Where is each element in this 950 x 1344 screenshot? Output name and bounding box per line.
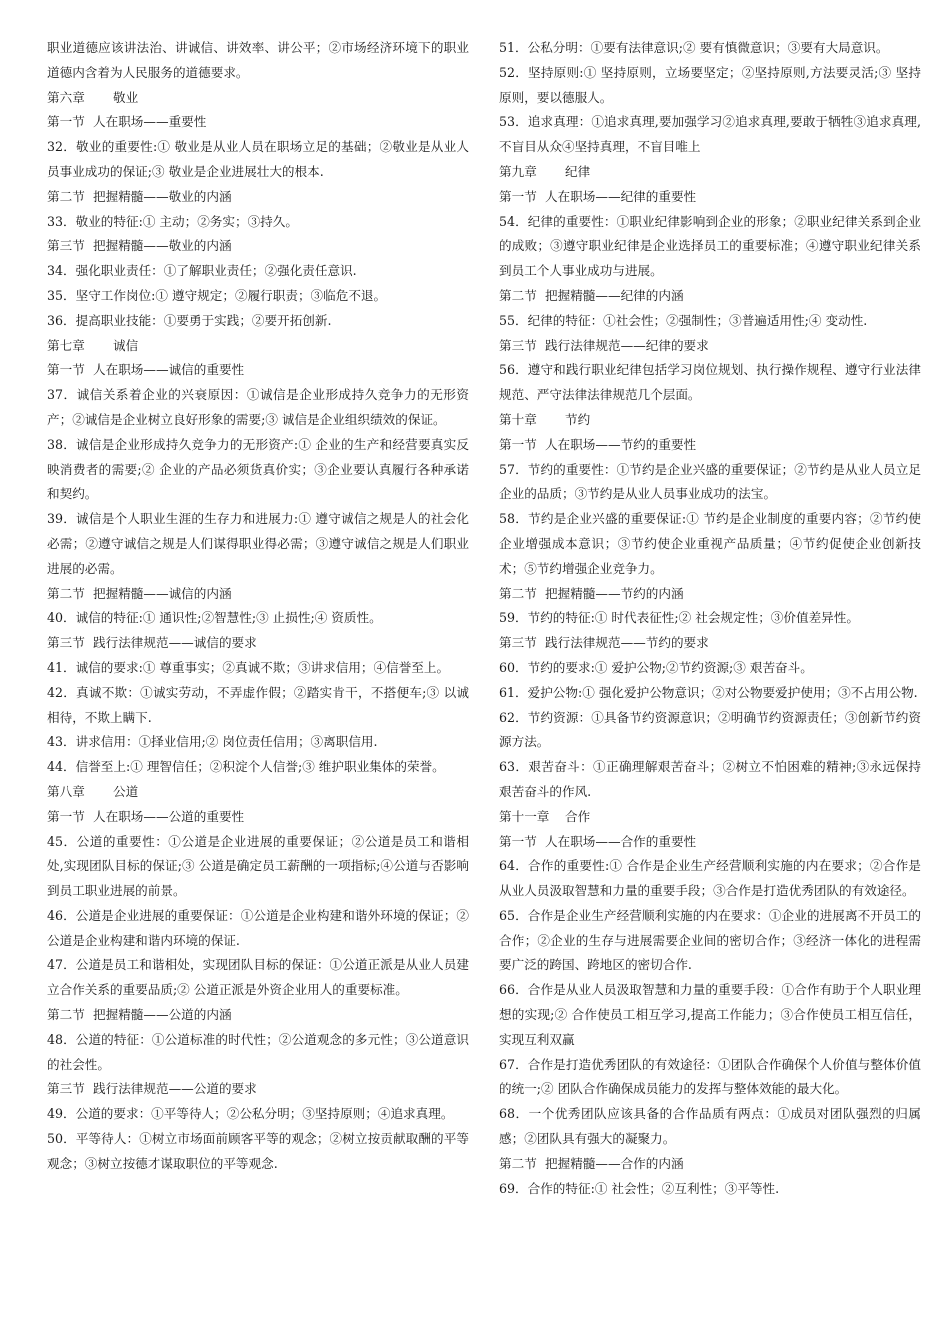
section-number: 第二节 [47,1007,85,1023]
section-number: 第二节 [47,585,85,601]
chapter-title: 纪律 [565,163,591,179]
section-heading [499,433,921,458]
list-item: 66．合作是从业人员汲取智慧和力量的重要手段：①合作有助于个人职业理想的实现;② 合作使员工相互学习,提高工作能力；③合作使员工相互信任，实现互利双赢 [499,982,921,1047]
section-title: 践行法律规范——公道的要求 [93,1081,257,1097]
list-item: 54．纪律的重要性：①职业纪律影响到企业的形象；②职业纪律关系到企业的成败；③遵守职业纪律是企业选择员工的重要标准；④遵守职业纪律关系到员工个人事业成功与进展。 [499,213,921,279]
list-item: 33．敬业的特征:① 主动；②务实；③持久。 [47,213,298,229]
section-heading [47,358,469,383]
chapter-heading [499,408,921,433]
list-item: 45．公道的重要性：①公道是企业进展的重要保证；②公道是员工和谐相处,实现团队目标的保证;③ 公道是确定员工薪酬的一项指标;④公道与否影响到员工职业进展的前景。 [47,833,469,899]
list-item: 64．合作的重要性:① 合作是企业生产经营顺利实施的内在要求；②合作是从业人员汲取智慧和力量的重要手段；③合作是打造优秀团队的有效途径。 [499,858,921,899]
right-column [499,36,921,1201]
section-number: 第二节 [499,585,537,601]
list-item: 67．合作是打造优秀团队的有效途径：①团队合作确保个人价值与整体价值的统一;② 团队合作确保成员能力的发挥与整体效能的最大化。 [499,1056,921,1097]
section-title: 人在职场——纪律的重要性 [545,188,697,204]
section-title: 把握精髓——敬业的内涵 [93,238,232,254]
section-heading [499,582,921,607]
list-item: 46．公道是企业进展的重要保证：①公道是企业构建和谐外环境的保证；②公道是企业构建和谐内环境的保证. [47,907,469,948]
list-item: 43．讲求信用：①择业信用;② 岗位责任信用；③离职信用. [47,734,378,750]
section-heading [47,1077,469,1102]
list-item: 41．诚信的要求:① 尊重事实；②真诚不欺；③讲求信用；④信誉至上。 [47,659,450,675]
section-title: 把握精髓——公道的内涵 [93,1007,232,1023]
list-item: 59．节约的特征:① 时代表征性;② 社会规定性；③价值差异性。 [499,610,859,626]
chapter-number: 第六章 [47,89,85,105]
chapter-number: 第七章 [47,337,85,353]
section-number: 第一节 [47,362,85,378]
list-item: 50．平等待人：①树立市场面前顾客平等的观念；②树立按贡献取酬的平等观念；③树立按德才谋取职位的平等观念. [47,1131,469,1171]
section-heading [47,185,469,210]
section-title: 人在职场——合作的重要性 [545,833,697,849]
chapter-number: 第十章 [499,411,537,427]
list-item: 38．诚信是企业形成持久竞争力的无形资产:① 企业的生产和经营要真实反映消费者的需要;② 企业的产品必须货真价实；③企业要认真履行各种承诺和契约。 [47,436,469,502]
list-item: 47．公道是员工和谐相处，实现团队目标的保证：①公道正派是从业人员建立合作关系的重要品质;② 公道正派是外资企业用人的重要标准。 [47,957,469,998]
list-item: 职业道德应该讲法治、讲诚信、讲效率、讲公平；②市场经济环境下的职业道德内含着为人民服务的道德要求。 [47,40,469,80]
list-item: 39．诚信是个人职业生涯的生存力和进展力:① 遵守诚信之规是人的社会化必需；②遵守诚信之规是人们谋得职业得必需；③遵守诚信之规是人们职业进展的必需。 [47,511,469,576]
section-heading [499,631,921,656]
list-item: 37．诚信关系着企业的兴衰原因：①诚信是企业形成持久竞争力的无形资产；②诚信是企业树立良好形象的需要;③ 诚信是企业组织绩效的保证。 [47,387,469,427]
section-number: 第三节 [47,1081,85,1097]
list-item: 61．爱护公物:① 强化爱护公物意识；②对公物要爱护使用；③不占用公物. [499,684,918,700]
chapter-title: 公道 [113,783,139,799]
section-title: 人在职场——重要性 [93,114,207,130]
list-item: 52．坚持原则:① 坚持原则，立场要坚定；②坚持原则,方法要灵活;③ 坚持原则，要以德服人。 [499,64,921,105]
section-heading [499,334,921,359]
chapter-title: 合作 [565,808,591,824]
list-item: 68．一个优秀团队应该具备的合作品质有两点：①成员对团队强烈的归属感；②团队具有强大的凝聚力。 [499,1106,921,1147]
list-item: 40．诚信的特征:① 通识性;②智慧性;③ 止损性;④ 资质性。 [47,610,382,626]
section-title: 把握精髓——纪律的内涵 [545,287,684,303]
section-number: 第二节 [47,188,85,204]
section-title: 把握精髓——合作的内涵 [545,1155,684,1171]
section-heading [499,185,921,210]
list-item: 69．合作的特征:① 社会性；②互利性；③平等性. [499,1180,780,1196]
section-title: 人在职场——公道的重要性 [93,808,245,824]
section-heading [47,110,469,135]
section-title: 践行法律规范——节约的要求 [545,635,709,651]
section-number: 第一节 [499,833,537,849]
section-heading [47,805,469,830]
list-item: 44．信誉至上:① 理智信任；②积淀个人信誉;③ 维护职业集体的荣誉。 [47,759,445,775]
list-item: 42．真诚不欺：①诚实劳动，不弄虚作假；②踏实肯干，不搭便车;③ 以诚相待，不欺上瞒下. [47,684,469,725]
chapter-number: 第十一章 [499,808,550,824]
section-number: 第二节 [499,287,537,303]
section-number: 第一节 [499,436,537,452]
section-title: 人在职场——节约的重要性 [545,436,697,452]
chapter-title: 节约 [565,411,591,427]
section-title: 践行法律规范——纪律的要求 [545,337,709,353]
section-number: 第三节 [499,337,537,353]
section-title: 把握精髓——节约的内涵 [545,585,684,601]
list-item: 53．追求真理：①追求真理,要加强学习②追求真理,要敢于牺牲③追求真理,不盲目从众④坚持真理，不盲目唯上 [499,114,921,155]
chapter-heading [47,334,469,359]
list-item: 56．遵守和践行职业纪律包括学习岗位规划、执行操作规程、遵守行业法律规范、严守法律法律规范几个层面。 [499,362,921,403]
list-item: 63．艰苦奋斗：①正确理解艰苦奋斗；②树立不怕困难的精神;③永远保持艰苦奋斗的作风. [499,759,921,799]
list-item: 32．敬业的重要性:① 敬业是从业人员在职场立足的基础；②敬业是从业人员事业成功的保证;③ 敬业是企业进展壮大的根本. [47,139,469,179]
list-item: 34．强化职业责任：①了解职业责任；②强化责任意识. [47,263,357,279]
section-title: 人在职场——诚信的重要性 [93,362,245,378]
section-number: 第三节 [47,635,85,651]
section-heading [47,1003,469,1028]
section-number: 第一节 [499,188,537,204]
chapter-number: 第八章 [47,783,85,799]
section-heading [47,631,469,656]
list-item: 60．节约的要求:① 爱护公物;②节约资源;③ 艰苦奋斗。 [499,659,813,675]
section-number: 第一节 [47,114,85,130]
chapter-number: 第九章 [499,163,537,179]
section-number: 第一节 [47,808,85,824]
list-item: 48．公道的特征：①公道标准的时代性；②公道观念的多元性；③公道意识的社会性。 [47,1031,469,1072]
section-title: 践行法律规范——诚信的要求 [93,635,257,651]
chapter-heading [47,86,469,111]
section-title: 把握精髓——敬业的内涵 [93,188,232,204]
chapter-title: 敬业 [113,89,139,105]
list-item: 51．公私分明：①要有法律意识;② 要有慎微意识；③要有大局意识。 [499,40,889,55]
list-item: 36．提高职业技能：①要勇于实践；②要开拓创新. [47,312,332,328]
chapter-heading [47,780,469,805]
section-heading [47,582,469,607]
chapter-heading [499,160,921,185]
chapter-title: 诚信 [113,337,139,353]
list-item: 57．节约的重要性：①节约是企业兴盛的重要保证；②节约是从业人员立足企业的品质；③节约是从业人员事业成功的法宝。 [499,461,921,502]
list-item: 65．合作是企业生产经营顺利实施的内在要求：①企业的进展离不开员工的合作；②企业的生存与进展需要企业间的密切合作；③经济一体化的进程需要广泛的跨国、跨地区的密切合作. [499,907,921,973]
section-title: 把握精髓——诚信的内涵 [93,585,232,601]
chapter-heading [499,805,921,830]
list-item: 49．公道的要求：①平等待人；②公私分明；③坚持原则；④追求真理。 [47,1106,454,1122]
list-item: 62．节约资源：①具备节约资源意识；②明确节约资源责任；③创新节约资源方法。 [499,709,921,750]
section-number: 第三节 [499,635,537,651]
list-item: 35．坚守工作岗位:① 遵守规定；②履行职责；③临危不退。 [47,287,387,303]
list-item: 55．纪律的特征：①社会性；②强制性；③普遍适用性;④ 变动性. [499,312,868,328]
section-number: 第二节 [499,1155,537,1171]
section-heading [499,284,921,309]
section-heading [499,830,921,855]
section-heading [499,1152,921,1177]
list-item: 58．节约是企业兴盛的重要保证:① 节约是企业制度的重要内容；②节约使企业增强成本意识；③节约使企业重视产品质量；④节约促使企业创新技术；⑤节约增强企业竞争力。 [499,511,921,576]
left-column [47,36,469,1177]
section-number: 第三节 [47,238,85,254]
section-heading [47,234,469,259]
